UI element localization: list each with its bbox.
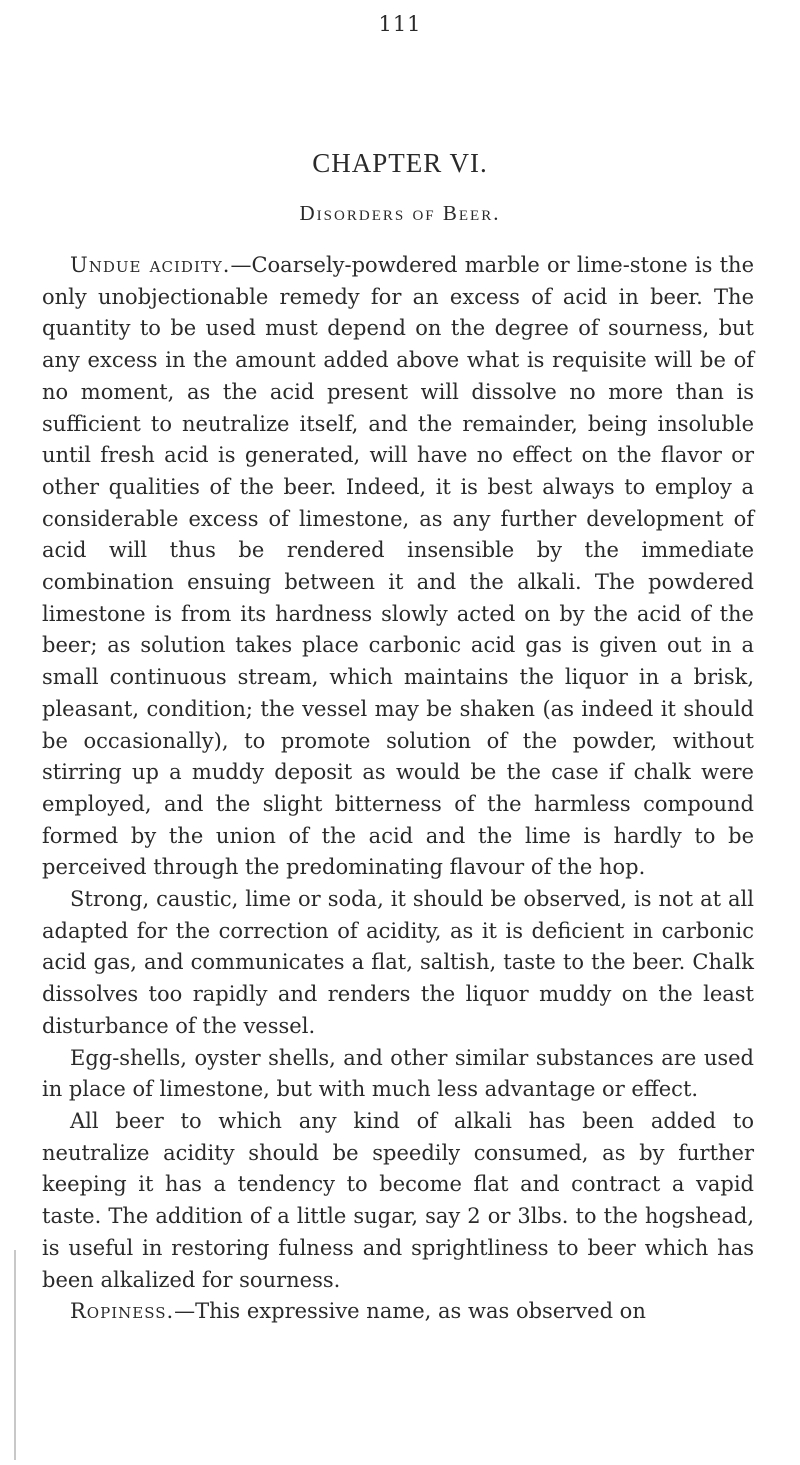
chapter-title: CHAPTER VI. — [312, 148, 488, 178]
section-title: Disorders of Beer. — [299, 201, 501, 225]
paragraph-egg-shells — [42, 1043, 754, 1106]
paragraph-ropiness — [42, 1296, 754, 1328]
paragraph-text: Strong, caustic, lime or soda, it should be observed, is not at all adapted for the correction of acidity, as it is deficient in carbonic acid gas, and communicates a flat, saltish, taste to the beer. Chalk dissolves too rapidly and renders the liquor muddy on the least disturbance of the vessel. — [42, 887, 754, 1038]
paragraph-lead: Undue acidity. — [70, 253, 231, 277]
page-edge-shadow — [14, 1250, 16, 1460]
paragraph-text: —Coarsely-powdered marble or lime-stone is the only unobjectionable remedy for an excess of acid in beer. The quantity to be used must depend on the degree of sourness, but any excess in the amount added above what is requisite will be of no moment, as the acid present will dissolve no more than is sufficient to neutralize itself, and the remainder, being insoluble until fresh acid is generated, will have no effect on the flavor or other qualities of the beer. Indeed, it is best always to employ a considerable excess of limestone, as any further development of acid will thus be rendered insensible by the immediate combination ensuing between it and the alkali. The powdered limestone is from its hardness slowly acted on by the acid of the beer; as solution takes place carbonic acid gas is given out in a small continuous stream, which maintains the liquor in a brisk, pleasant, condition; the vessel may be shaken (as indeed it should be occasionally), to promote solution of the powder, without stirring up a muddy deposit as would be the case if chalk were employed, and the slight bitterness of the harmless compound formed by the union of the acid and the lime is hardly to be perceived through the predominating flavour of the hop. — [42, 253, 754, 880]
paragraph-text: All beer to which any kind of alkali has been added to neutralize acidity should be speedily consumed, as by further keeping it has a tendency to become flat and contract a vapid taste. The addition of a little sugar, say 2 or 3lbs. to the hogshead, is useful in restoring fulness and sprightliness to beer which has been alkalized for sourness. — [42, 1108, 754, 1292]
paragraph-undue-acidity — [42, 250, 754, 884]
paragraph-lead: Ropiness. — [70, 1299, 175, 1324]
paragraph-alkali-beer — [42, 1106, 754, 1296]
page-number: 111 — [378, 12, 422, 36]
paragraph-caustic-lime — [42, 884, 754, 1043]
paragraph-text: —This expressive name, as was observed on — [174, 1299, 646, 1324]
body-text — [42, 250, 754, 1328]
paragraph-text: Egg-shells, oyster shells, and other similar substances are used in place of limestone, but with much less advantage or effect. — [42, 1045, 754, 1102]
